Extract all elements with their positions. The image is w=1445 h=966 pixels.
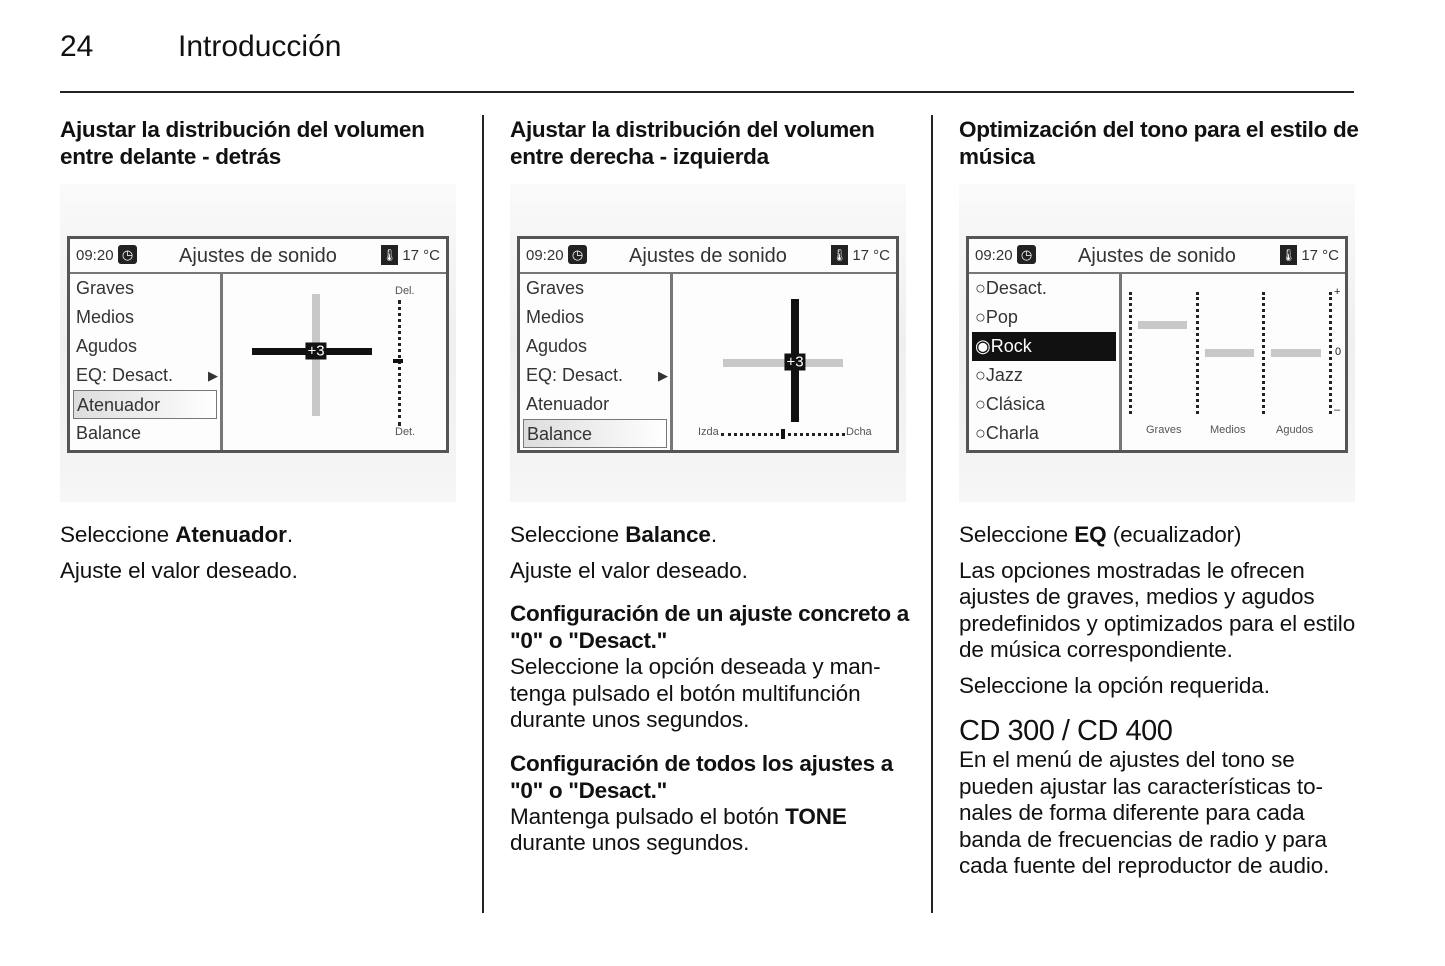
eq-label: Agudos [1276, 424, 1314, 436]
temperature: 17 °C [852, 247, 890, 264]
radio-checked-icon: ◉ [975, 336, 991, 356]
radio-icon: ○ [975, 307, 986, 327]
eq-label: Graves [1146, 424, 1182, 436]
eq-option-selected[interactable]: ◉Rock [972, 332, 1116, 361]
radio-icon: ○ [975, 394, 986, 414]
page-number: 24 [60, 30, 94, 63]
section-heading: Ajustar la distribución del volumen entre derecha - izquierda [510, 117, 875, 169]
fader-marker [393, 359, 403, 363]
eq-option[interactable]: ○Jazz [975, 365, 1023, 385]
eq-option[interactable]: ○Pop [975, 307, 1018, 327]
paragraph: Seleccione EQ (ecualizador) [959, 522, 1242, 547]
thermometer-icon: 🌡 [831, 245, 848, 265]
paragraph: Mantenga pulsado el botón TONE durante unos segundos. [510, 803, 847, 855]
column-balance [510, 116, 910, 857]
column-fader [60, 116, 460, 584]
menu-item[interactable]: Agudos [76, 336, 138, 356]
time: 09:20 [975, 247, 1013, 264]
scale-top-label: Del. [395, 285, 415, 297]
menu-item[interactable] [70, 361, 220, 390]
eq-scale [1129, 292, 1132, 414]
paragraph: Las opciones mostradas le ofrecen ajustes de graves, medios y agudos predefinidos y optimizados para el estilo de música correspondiente. [959, 557, 1356, 662]
radio-icon: ○ [975, 423, 986, 443]
column-eq [959, 116, 1359, 880]
menu-item[interactable]: Graves [526, 278, 585, 298]
paragraph: Seleccione la opción deseada y mantenga pulsado el botón multifunción durante unos segundos. [510, 654, 881, 732]
eq-minus-label: – [1334, 404, 1341, 416]
eq-label: Medios [1210, 424, 1246, 436]
balance-value: +3 [786, 353, 804, 371]
eq-plus-label: + [1334, 286, 1341, 298]
menu-item[interactable]: Graves [76, 278, 135, 298]
paragraph: En el menú de ajustes del tono se pueden ajustar las características tonales de forma diferente para cada banda de frecuencias de radio y para cada fuente del reproductor de audio. [959, 747, 1330, 878]
menu-item[interactable]: Atenuador [526, 394, 610, 414]
menu-label: EQ: Desact. [526, 365, 624, 385]
scale-bottom-label: Det. [395, 426, 416, 438]
paragraph: Seleccione Atenuador. [60, 522, 293, 547]
temperature: 17 °C [402, 247, 440, 264]
fader-scale [398, 300, 401, 426]
menu-item-selected[interactable]: Atenuador [73, 390, 217, 419]
chevron-right-icon: ▶ [658, 368, 668, 383]
eq-bar-agudos [1271, 349, 1321, 357]
column-divider [482, 115, 484, 913]
radio-icon: ○ [975, 365, 986, 385]
menu-item[interactable]: Medios [526, 307, 585, 327]
temperature: 17 °C [1301, 247, 1339, 264]
column-divider [931, 115, 933, 913]
scale-left-label: Izda [698, 426, 719, 438]
eq-zero-label: 0 [1335, 346, 1342, 358]
time: 09:20 [76, 247, 114, 264]
eq-scale [1262, 292, 1265, 414]
paragraph: Seleccione Balance. [510, 522, 717, 547]
eq-bar-graves [1138, 321, 1187, 329]
page-title: Introducción [178, 30, 342, 63]
eq-scale [1329, 292, 1332, 414]
screen-title: Ajustes de sonido [1078, 245, 1236, 267]
thermometer-icon: 🌡 [381, 245, 398, 265]
subheading: Configuración de todos los ajustes a "0" o "Desact." [510, 750, 894, 803]
menu-item[interactable]: Agudos [526, 336, 588, 356]
screen-title: Ajustes de sonido [629, 245, 787, 267]
paragraph: Ajuste el valor deseado. [510, 557, 748, 583]
paragraph: Seleccione la opción requerida. [959, 672, 1270, 698]
screen-image-balance [510, 184, 906, 502]
chevron-right-icon: ▶ [208, 368, 218, 383]
clock-icon: ◷ [568, 245, 587, 264]
screen-image-eq [959, 184, 1355, 502]
menu-item[interactable] [520, 361, 670, 390]
paragraph: Ajuste el valor deseado. [60, 557, 298, 583]
eq-option[interactable]: ○Charla [975, 423, 1039, 443]
clock-icon: ◷ [118, 245, 137, 264]
subheading: Configuración de un ajuste concreto a "0" o "Desact." [510, 601, 909, 653]
radio-icon: ○ [975, 278, 986, 298]
header-rule [60, 91, 1354, 93]
section-title: CD 300 / CD 400 [959, 715, 1173, 747]
menu-label: EQ: Desact. [76, 365, 174, 385]
thermometer-icon: 🌡 [1280, 245, 1297, 265]
menu-item[interactable]: Medios [76, 307, 135, 327]
eq-scale [1196, 292, 1199, 414]
eq-option[interactable]: ○Desact. [975, 278, 1047, 298]
time: 09:20 [526, 247, 564, 264]
section-heading: Optimización del tono para el estilo de música [959, 117, 1359, 169]
balance-axis [723, 359, 843, 367]
scale-right-label: Dcha [846, 426, 872, 438]
menu-item-selected[interactable]: Balance [523, 419, 667, 448]
screen-title: Ajustes de sonido [179, 245, 337, 267]
menu-item[interactable]: Balance [76, 423, 142, 443]
eq-bar-medios [1205, 349, 1254, 357]
fader-value: +3 [307, 342, 325, 360]
balance-marker [781, 429, 785, 439]
clock-icon: ◷ [1017, 245, 1036, 264]
section-heading: Ajustar la distribución del volumen entre delante - detrás [60, 117, 425, 169]
eq-option[interactable]: ○Clásica [975, 394, 1045, 414]
screen-image-fader [60, 184, 456, 502]
